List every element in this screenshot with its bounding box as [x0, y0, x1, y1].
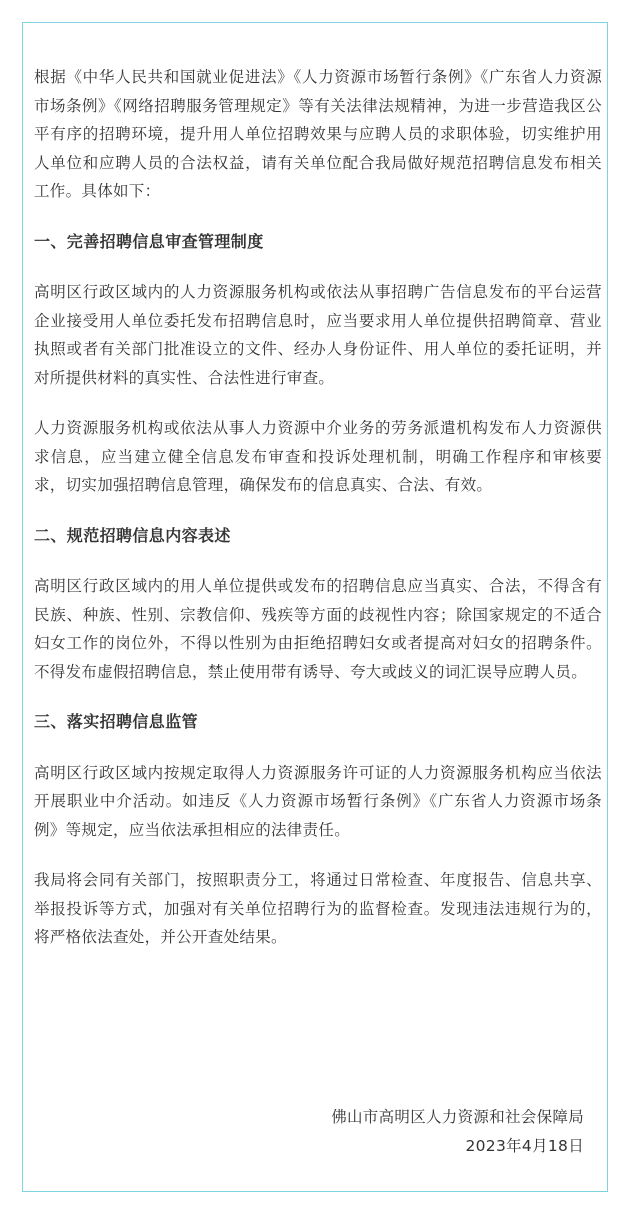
- section-3-paragraph-2: 我局将会同有关部门，按照职责分工，将通过日常检查、年度报告、信息共享、举报投诉等方式，加强对有关单位招聘行为的监督检查。发现违法违规行为的，将严格依法查处，并公开查处结果。: [34, 871, 602, 946]
- section-1-paragraph-1: 高明区行政区域内的人力资源服务机构或依法从事招聘广告信息发布的平台运营企业接受用人单位委托发布招聘信息时，应当要求用人单位提供招聘简章、营业执照或者有关部门批准设立的文件、经办人身份证件、用人单位的委托证明，并对所提供材料的真实性、合法性进行审查。: [34, 283, 602, 387]
- section-heading-2: 二、规范招聘信息内容表述: [34, 525, 231, 545]
- signature-block: [331, 1103, 584, 1160]
- section-1-paragraph-2: 人力资源服务机构或依法从事人力资源中介业务的劳务派遣机构发布人力资源供求信息，应当建立健全信息发布审查和投诉处理机制，明确工作程序和审核要求，切实加强招聘信息管理，确保发布的信息真实、合法、有效。: [34, 419, 602, 494]
- section-heading-3: 三、落实招聘信息监管: [34, 712, 199, 731]
- issuer-name: 佛山市高明区人力资源和社会保障局: [331, 1108, 584, 1126]
- section-2-paragraph-1: 高明区行政区域内的用人单位提供或发布的招聘信息应当真实、合法，不得含有民族、种族、性别、宗教信仰、残疾等方面的歧视性内容；除国家规定的不适合妇女工作的岗位外，不得以性别为由拒绝招聘妇女或者提高对妇女的招聘条件。不得发布虚假招聘信息，禁止使用带有诱导、夸大或歧义的词汇误导应聘人员。: [34, 577, 602, 681]
- document-body: [34, 63, 602, 952]
- intro-paragraph: 根据《中华人民共和国就业促进法》《人力资源市场暂行条例》《广东省人力资源市场条例》《网络招聘服务管理规定》等有关法律法规精神，为进一步营造我区公平有序的招聘环境，提升用人单位招聘效果与应聘人员的求职体验，切实维护用人单位和应聘人员的合法权益，请有关单位配合我局做好规范招聘信息发布相关工作。具体如下：: [34, 68, 602, 200]
- section-heading-1: 一、完善招聘信息审查管理制度: [34, 231, 264, 251]
- issue-date: 2023年4月18日: [465, 1136, 584, 1155]
- section-3-paragraph-1: 高明区行政区域内按规定取得人力资源服务许可证的人力资源服务机构应当依法开展职业中介活动。如违反《人力资源市场暂行条例》《广东省人力资源市场条例》等规定，应当依法承担相应的法律责任。: [34, 763, 602, 839]
